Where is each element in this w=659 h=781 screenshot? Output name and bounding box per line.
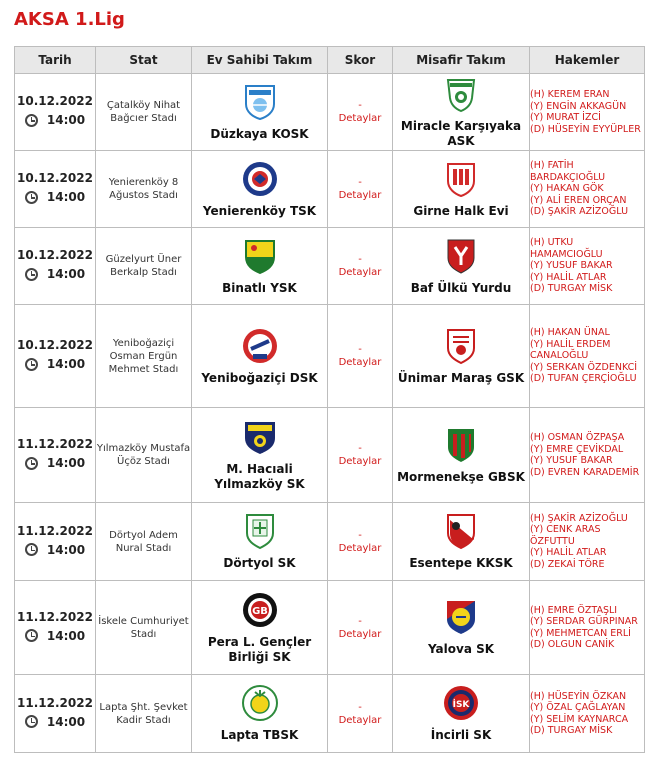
fixture-row — [15, 675, 645, 753]
stadium-cell — [96, 581, 192, 675]
header-tarih: Tarih — [15, 47, 96, 74]
referee-name: (H) ŞAKİR AZİZOĞLU — [530, 512, 628, 524]
home-team-name[interactable]: Lapta TBSK — [220, 728, 299, 742]
stadium-name: Çatalköy Nihat Bağcıer Stadı — [106, 100, 181, 124]
stadium-name: İskele Cumhuriyet Stadı — [98, 615, 189, 640]
fixture-row — [15, 74, 645, 151]
home-team-name[interactable]: Pera L. Gençler Birliği SK — [207, 634, 312, 664]
away-team-cell — [393, 675, 530, 753]
match-date-cell — [15, 151, 96, 228]
away-team-cell — [393, 151, 530, 228]
details-link[interactable]: Detaylar — [338, 113, 382, 124]
match-date: 10.12.2022 — [17, 338, 93, 353]
clock-icon — [25, 114, 38, 127]
yenibogazici-crest-icon[interactable] — [241, 327, 279, 365]
referee-name: (H) EMRE ÖZTAŞLI — [530, 604, 618, 616]
yalova-crest-icon[interactable] — [442, 598, 480, 636]
match-date: 10.12.2022 — [17, 171, 93, 186]
match-date: 11.12.2022 — [17, 437, 93, 452]
referee-name: (H) FATİH BARDAKÇIOĞLU — [530, 160, 606, 183]
match-time: 14:00 — [46, 267, 86, 282]
referee-name: (Y) HALİL ATLAR — [530, 547, 607, 559]
referees-cell — [530, 74, 645, 151]
score-value: - — [358, 701, 362, 713]
match-date-cell — [15, 228, 96, 305]
stadium-cell — [96, 305, 192, 408]
away-team-cell — [393, 228, 530, 305]
home-team-cell — [192, 305, 328, 408]
home-team-name[interactable]: Yeniboğaziçi DSK — [201, 370, 318, 385]
stadium-name: Lapta Şht. Şevket Kadir Stadı — [99, 701, 188, 726]
referee-name: (Y) MURAT İZCİ — [530, 112, 601, 123]
match-date: 11.12.2022 — [17, 695, 93, 710]
stadium-cell — [96, 74, 192, 151]
score-value: - — [358, 254, 362, 265]
score-value: - — [358, 344, 362, 355]
fixtures-table — [14, 46, 645, 753]
header-row — [15, 47, 645, 74]
header-referees: Hakemler — [530, 47, 645, 74]
score-cell — [328, 408, 393, 503]
away-team-cell — [393, 305, 530, 408]
stadium-cell — [96, 151, 192, 228]
fixture-row — [15, 581, 645, 675]
details-link[interactable]: Detaylar — [338, 190, 382, 201]
yilmazkoy-crest-icon[interactable] — [241, 418, 279, 456]
baf-ulku-yurdu-crest-icon[interactable] — [442, 237, 480, 275]
away-team-cell — [393, 74, 530, 151]
clock-icon — [25, 457, 38, 470]
away-team-name[interactable]: Yalova SK — [427, 642, 495, 656]
header-home-team: Ev Sahibi Takım — [192, 47, 328, 74]
referees-cell — [530, 675, 645, 753]
referee-name: (Y) MEHMETCAN ERLİ — [530, 627, 631, 639]
header-away-team: Misafir Takım — [393, 47, 530, 74]
match-date-cell — [15, 408, 96, 503]
score-cell — [328, 305, 393, 408]
away-team-name[interactable]: Girne Halk Evi — [413, 203, 509, 218]
match-date-cell — [15, 305, 96, 408]
stadium-name: Yeniboğaziçi Osman Ergün Mehmet Stadı — [108, 337, 179, 375]
clock-icon — [25, 268, 38, 281]
stadium-cell — [96, 408, 192, 503]
home-team-cell — [192, 675, 328, 753]
referee-name: (Y) SELİM KAYNARCA — [530, 713, 629, 725]
match-date: 10.12.2022 — [17, 248, 93, 263]
home-team-cell — [192, 74, 328, 151]
referee-name: (D) OLGUN CANİK — [530, 639, 615, 650]
referee-name: (Y) ENGİN AKKAGÜN — [530, 100, 627, 112]
referees-cell — [530, 151, 645, 228]
referee-name: (Y) ALİ EREN ORÇAN — [530, 194, 627, 206]
score-cell — [328, 581, 393, 675]
fixture-row — [15, 151, 645, 228]
referee-name: (H) UTKU HAMAMCIOĞLU — [530, 237, 603, 260]
score-cell — [328, 503, 393, 581]
referee-name: (D) HÜSEYİN EYYÜPLER — [530, 123, 641, 135]
stadium-name: Güzelyurt Üner Berkalp Stadı — [105, 254, 182, 278]
match-date-cell — [15, 581, 96, 675]
score-value: - — [358, 615, 362, 627]
match-time: 14:00 — [46, 628, 86, 643]
score-value: - — [358, 177, 362, 188]
incirli-crest-icon[interactable] — [442, 684, 480, 722]
match-date-cell — [15, 74, 96, 151]
referee-name: (D) TUFAN ÇERÇİOĞLU — [530, 373, 637, 385]
clock-icon — [25, 358, 38, 371]
referee-name: (H) KEREM ERAN — [530, 89, 610, 100]
score-cell — [328, 151, 393, 228]
referee-name: (H) OSMAN ÖZPAŞA — [530, 432, 625, 443]
score-value: - — [358, 443, 362, 454]
match-date: 11.12.2022 — [17, 523, 93, 538]
duzkaya-crest-icon[interactable] — [241, 83, 279, 121]
score-value: - — [358, 529, 362, 541]
stadium-name: Dörtyol Adem Nural Stadı — [109, 529, 178, 554]
binatli-crest-icon[interactable] — [241, 237, 279, 275]
home-team-cell — [192, 408, 328, 503]
fixture-row — [15, 408, 645, 503]
referee-name: (Y) HALİL ATLAR — [530, 271, 607, 283]
score-value: - — [358, 100, 362, 111]
away-team-cell — [393, 503, 530, 581]
stadium-name: Yenierenköy 8 Ağustos Stadı — [108, 177, 179, 201]
fixture-row — [15, 305, 645, 408]
referee-name: (D) ŞAKİR AZİZOĞLU — [530, 206, 629, 218]
clock-icon — [25, 715, 38, 728]
referee-name: (Y) YUSUF BAKAR — [530, 455, 613, 466]
header-stat: Stat — [96, 47, 192, 74]
dortyol-crest-icon[interactable] — [241, 512, 279, 550]
match-date-cell — [15, 503, 96, 581]
svg-text:İSK: İSK — [452, 700, 470, 710]
referee-name: (Y) YUSUF BAKAR — [530, 260, 613, 272]
away-team-cell — [393, 581, 530, 675]
match-time: 14:00 — [46, 357, 86, 372]
stadium-name: Yılmazköy Mustafa Üçöz Stadı — [96, 443, 191, 467]
home-team-name[interactable]: M. Hacıali Yılmazköy SK — [214, 462, 305, 491]
referee-name: (D) TURGAY MİSK — [530, 725, 613, 736]
home-team-cell — [192, 503, 328, 581]
clock-icon — [25, 543, 38, 556]
home-team-name[interactable]: Düzkaya KOSK — [210, 126, 309, 141]
home-team-name[interactable]: Binatlı YSK — [222, 280, 297, 295]
stadium-cell — [96, 503, 192, 581]
home-team-name[interactable]: Dörtyol SK — [223, 556, 296, 570]
match-time: 14:00 — [46, 113, 86, 128]
away-team-name[interactable]: Ünimar Maraş GSK — [397, 370, 525, 385]
esentepe-crest-icon[interactable] — [442, 512, 480, 550]
referee-name: (H) HAKAN ÜNAL — [530, 327, 610, 339]
details-link[interactable]: Detaylar — [338, 357, 382, 368]
details-link[interactable]: Detaylar — [338, 456, 382, 467]
match-date: 11.12.2022 — [17, 609, 93, 624]
away-team-name[interactable]: Esentepe KKSK — [409, 556, 513, 570]
referees-cell — [530, 503, 645, 581]
referees-cell — [530, 228, 645, 305]
unimar-maras-crest-icon[interactable] — [442, 327, 480, 365]
yenierenkoy-crest-icon[interactable] — [241, 160, 279, 198]
home-team-name[interactable]: Yenierenköy TSK — [202, 203, 317, 218]
fixture-row — [15, 228, 645, 305]
match-time: 14:00 — [46, 190, 86, 205]
referee-name: (Y) SERKAN ÖZDENKCİ — [530, 361, 638, 373]
away-team-name[interactable]: İncirli SK — [430, 728, 492, 742]
referee-name: (D) ZEKAİ TÖRE — [530, 558, 605, 570]
details-link[interactable]: Detaylar — [338, 542, 382, 554]
details-link[interactable]: Detaylar — [338, 267, 382, 278]
referee-name: (Y) EMRE ÇEVİKDAL — [530, 443, 624, 455]
clock-icon — [25, 191, 38, 204]
details-link[interactable]: Detaylar — [338, 714, 382, 726]
referees-cell — [530, 581, 645, 675]
referee-name: (Y) HAKAN GÖK — [530, 183, 604, 195]
referee-name: (D) TURGAY MİSK — [530, 283, 613, 295]
referee-name: (Y) HALİL ERDEM CANALOĞLU — [530, 338, 611, 362]
home-team-cell — [192, 151, 328, 228]
match-date-cell — [15, 675, 96, 753]
fixture-row — [15, 503, 645, 581]
match-time: 14:00 — [46, 456, 86, 471]
referees-cell — [530, 408, 645, 503]
mormenekse-crest-icon[interactable] — [442, 426, 480, 464]
referees-cell — [530, 305, 645, 408]
match-date: 10.12.2022 — [17, 94, 93, 109]
referee-name: (Y) ÖZAL ÇAĞLAYAN — [530, 702, 626, 713]
girne-halk-evi-crest-icon[interactable] — [442, 160, 480, 198]
details-link[interactable]: Detaylar — [338, 628, 382, 640]
away-team-name[interactable]: Mormenekşe GBSK — [397, 469, 525, 484]
stadium-cell — [96, 228, 192, 305]
away-team-cell — [393, 408, 530, 503]
page-title: AKSA 1.Lig — [14, 9, 125, 30]
match-time: 14:00 — [46, 542, 86, 557]
stadium-cell — [96, 675, 192, 753]
lapta-crest-icon[interactable] — [241, 684, 279, 722]
pera-gb-crest-icon[interactable] — [241, 591, 279, 629]
score-cell — [328, 675, 393, 753]
score-cell — [328, 228, 393, 305]
referee-name: (Y) SERDAR GÜRPINAR — [530, 616, 638, 627]
away-team-name[interactable]: Baf Ülkü Yurdu — [410, 280, 512, 295]
match-time: 14:00 — [46, 714, 86, 729]
karsiyaka-crest-icon[interactable] — [442, 75, 480, 113]
home-team-cell — [192, 228, 328, 305]
referee-name: (Y) CENK ARAS ÖZFUTTU — [530, 524, 601, 547]
clock-icon — [25, 629, 38, 642]
svg-text:GB: GB — [251, 605, 268, 617]
header-score: Skor — [328, 47, 393, 74]
score-cell — [328, 74, 393, 151]
home-team-cell — [192, 581, 328, 675]
referee-name: (H) HÜSEYİN ÖZKAN — [530, 690, 627, 702]
away-team-name[interactable]: Miracle Karşıyaka ASK — [400, 119, 522, 148]
referee-name: (D) EVREN KARADEMİR — [530, 466, 640, 478]
